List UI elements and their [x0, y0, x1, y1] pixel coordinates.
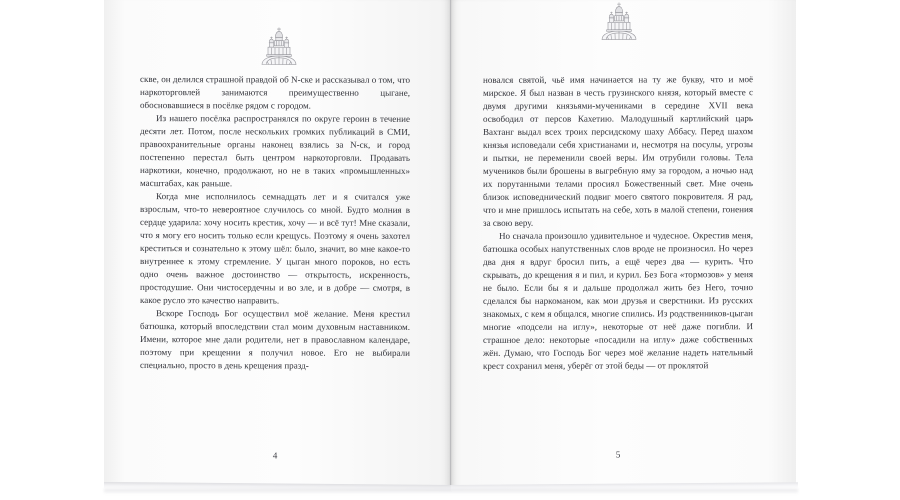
open-book [100, 0, 800, 492]
paragraph: Но сначала произошло удивительное и чудесное. Окрестив меня, батюшка особых напутственных слов вроде не произносил. Но через два дня я вдруг бросил пить, а ещё через два — курить. Что скрывать, до крещения я и пил, и курил. Без Бога «тормозов» у меня не было. Если бы я и дальше продолжал жить без Него, точно сделался бы наркоманом, как мои друзья и сверстники. Из русских знакомых, с кем я общался, многие спились. Из родственников-цыган многие «подсели на иглу», некоторые от неё даже погибли. И страшное дело: некоторые «посадили на иглу» даже собственных жён. Думаю, что Господь Бог через моё желание надеть нательный крест сохранил меня, уберёг от этой беды — от проклятой [483, 230, 753, 371]
left-page-text-column [140, 73, 410, 373]
book-gutter [444, 0, 458, 489]
book-drop-shadow [104, 489, 798, 494]
right-page-text-column [483, 73, 753, 373]
church-ornament-icon [256, 25, 302, 65]
left-page [104, 0, 451, 489]
paragraph: новался святой, чьё имя начинается на ту же букву, что и моё мирское. Я был назван в честь грузинского князя, который вместе с двумя другими князьями-мучениками в середине XVII века освободил от персов Кахетию. Малодушный картлийский царь Вахтанг выдал всех троих персидскому шаху Аббасу. Перед шахом князья исповедали себя христианами и, несмотря на посулы, угрозы и пытки, не переменили своей веры. Им отрубили головы. Тела мучеников были брошены в выгребную яму за городом, а ночью над их порутанными телами просиял Божественный свет. Мне очень близок исповеднический подвиг моего святого покровителя. Я рад, что и мне пришлось испытать на себе, хоть в малой степени, гонения за свою веру. [483, 74, 753, 228]
paragraph: скве, он делился страшной правдой об N-ске и рассказывал о том, что наркоторговлей занимаются преимущественно цыгане, обосновавшиеся в посёлке рядом с городом. [140, 74, 410, 111]
right-page [451, 0, 796, 489]
paragraph: Вскоре Господь Бог осуществил моё желание. Меня крестил батюшка, который впоследствии стал моим духовным наставником. Имени, которое мне дали родители, нет в православном календаре, поэтому при крещении я получил новое. Его не выбирали специально, просто в день крещения празд- [140, 308, 410, 371]
paragraph: Из нашего посёлка распространялся по округе героин в течение десяти лет. Потом, после нескольких громких публикаций в СМИ, правоохранительные органы наконец взялись за N-ск, и город постепенно перестал быть центром наркоторговли. Продавать наркотики, конечно, продолжают, но не в таких «промышленных» масштабах, как раньше. [140, 113, 410, 189]
church-ornament-icon [596, 0, 642, 40]
page-number-right: 5 [615, 449, 621, 460]
book-spine-crease [450, 0, 451, 487]
page-number-left: 4 [272, 450, 278, 461]
paragraph: Когда мне исполнилось семнадцать лет и я считался уже взрослым, что-то невероятное случилось со мной. Будто молния в сердце ударила: хочу носить крестик, хочу — и всё тут! Мне сказали, что я могу его носить только если крещусь. Поэтому я очень захотел креститься и сознательно к этому шёл: было, значит, во мне какое-то внутреннее к этому стремление. У цыган много пороков, но есть одно очень важное достоинство — открытость, искренность, простодушие. Они чистосердечны и во зле, и в добре — смотря, в какое русло это качество направить. [140, 191, 410, 306]
